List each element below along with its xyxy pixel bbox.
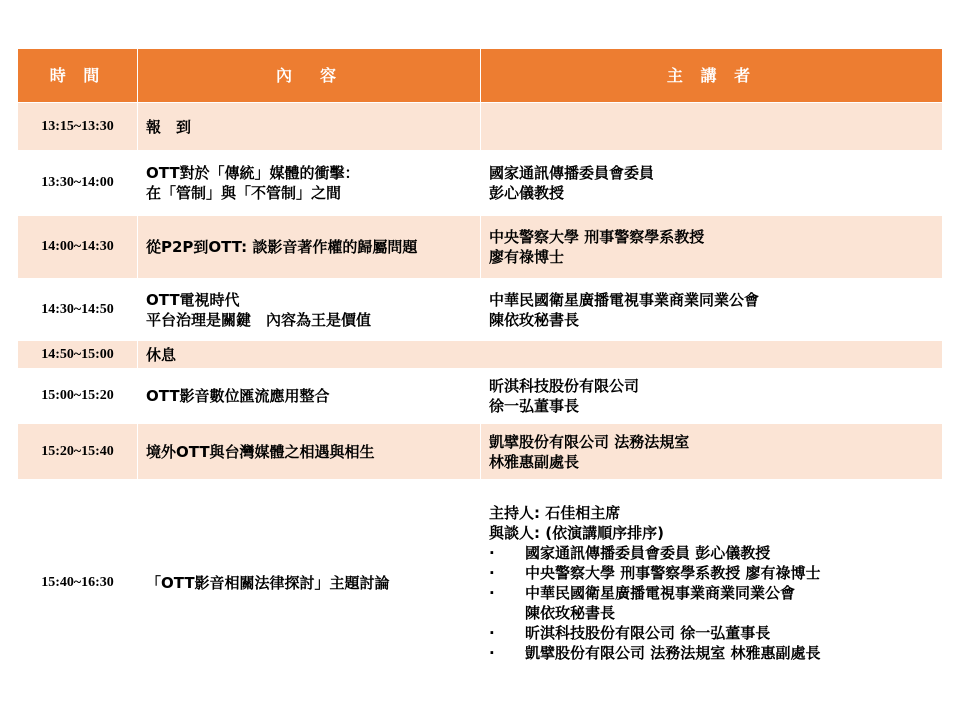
row-content: OTT電視時代 平台治理是關鍵 內容為王是價值 <box>138 279 481 341</box>
row-time: 15:00~15:20 <box>18 369 138 424</box>
row-speaker: 中央警察大學 刑事警察學系教授 廖有祿博士 <box>481 216 943 279</box>
row-content: 休息 <box>138 341 943 369</box>
row-speaker: 主持人: 石佳相主席 與談人: (依演講順序排序) · 國家通訊傳播委員會委員 彭心儀教授 · 中央警察大學 刑事警察學系教授 廖有祿博士 · 中華民國衛星廣播電視事業商業同業公會 陳依玫秘書長 · 昕淇科技股份有限公司 徐一弘董事長 · 凱擘股份有限公司 法務法規室 林雅惠副處長 <box>481 480 943 686</box>
row-content: OTT對於「傳統」媒體的衝擊： 在「管制」與「不管制」之間 <box>138 151 481 216</box>
panelist-item-continued: 陳依玫秘書長 <box>525 603 616 622</box>
agenda-row <box>18 424 943 480</box>
agenda-row <box>18 279 943 341</box>
agenda-row <box>18 341 943 369</box>
row-speaker: 昕淇科技股份有限公司 徐一弘董事長 <box>481 369 943 424</box>
agenda-row <box>18 216 943 279</box>
panelist-item: · 凱擘股份有限公司 法務法規室 林雅惠副處長 <box>489 643 821 662</box>
bullet-dot: · <box>489 563 495 582</box>
row-speaker: 凱擘股份有限公司 法務法規室 林雅惠副處長 <box>481 424 943 480</box>
panelist-item: · 中華民國衛星廣播電視事業商業同業公會 <box>489 583 796 602</box>
row-content: 報 到 <box>138 103 481 151</box>
row-content: 「OTT影音相關法律探討」主題討論 <box>138 480 481 686</box>
row-time: 13:30~14:00 <box>18 151 138 216</box>
row-speaker: 國家通訊傳播委員會委員 彭心儀教授 <box>481 151 943 216</box>
header-time: 時 間 <box>18 49 138 103</box>
row-speaker: 中華民國衛星廣播電視事業商業同業公會 陳依玫秘書長 <box>481 279 943 341</box>
row-content: 從P2P到OTT: 談影音著作權的歸屬問題 <box>138 216 481 279</box>
panelist-item: · 昕淇科技股份有限公司 徐一弘董事長 <box>489 623 771 642</box>
row-time: 14:50~15:00 <box>18 341 138 369</box>
row-content: OTT影音數位匯流應用整合 <box>138 369 481 424</box>
row-speaker <box>481 103 943 151</box>
panelist-item: · 中央警察大學 刑事警察學系教授 廖有祿博士 <box>489 563 821 582</box>
panelist-item: · 國家通訊傳播委員會委員 彭心儀教授 <box>489 543 771 562</box>
agenda-row <box>18 151 943 216</box>
agenda-table <box>17 48 943 686</box>
agenda-row <box>18 480 943 686</box>
bullet-dot: · <box>489 643 495 662</box>
row-content: 境外OTT與台灣媒體之相遇與相生 <box>138 424 481 480</box>
row-time: 14:00~14:30 <box>18 216 138 279</box>
bullet-dot: · <box>489 583 495 602</box>
agenda-row <box>18 103 943 151</box>
header-row <box>18 49 943 103</box>
header-content: 內 容 <box>138 49 481 103</box>
header-speaker: 主 講 者 <box>481 49 943 103</box>
row-time: 15:20~15:40 <box>18 424 138 480</box>
row-time: 13:15~13:30 <box>18 103 138 151</box>
agenda-row <box>18 369 943 424</box>
bullet-dot: · <box>489 623 495 642</box>
bullet-dot: · <box>489 543 495 562</box>
row-time: 15:40~16:30 <box>18 480 138 686</box>
row-time: 14:30~14:50 <box>18 279 138 341</box>
